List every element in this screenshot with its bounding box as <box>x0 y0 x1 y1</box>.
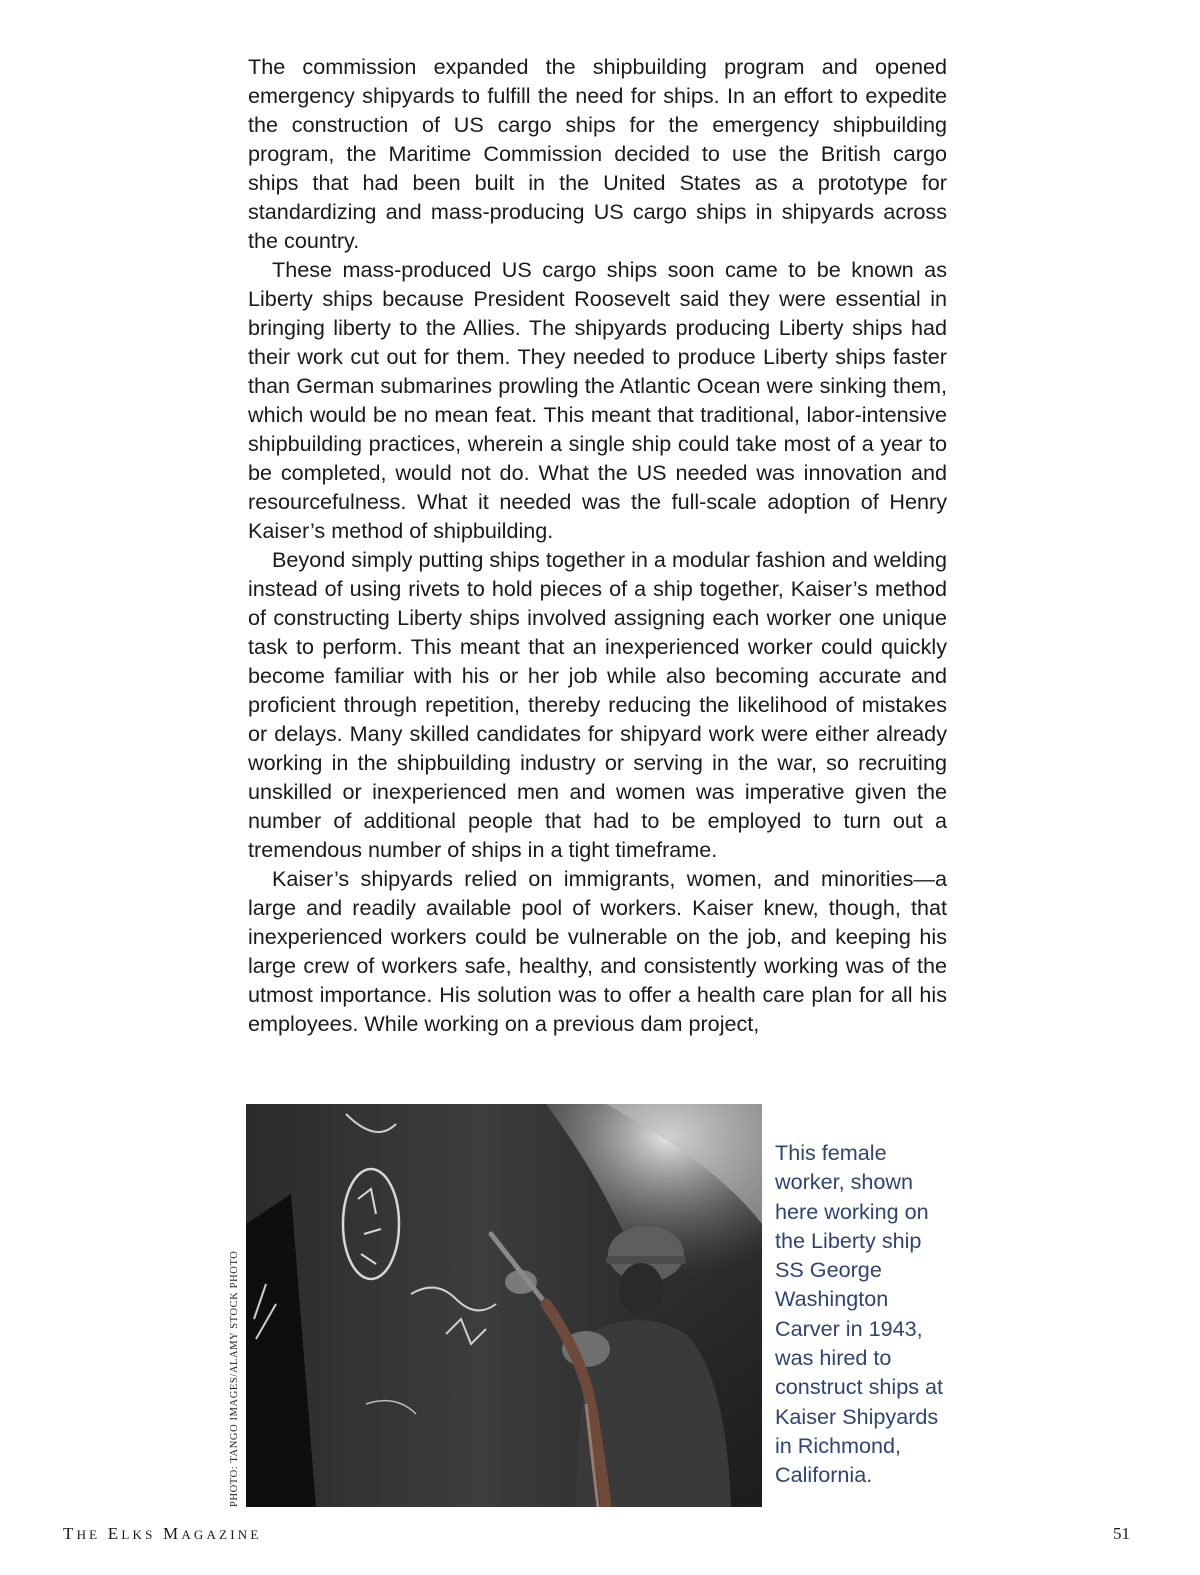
article-paragraph-3: Beyond simply putting ships together in a modular fashion and welding instead of using rivets to hold pieces of a ship together, Kaiser’s method of constructing Liberty ships involved assigning each worker one unique task to perform. This meant that an inexperienced worker could quickly become familiar with his or her job while also becoming accurate and proficient through repetition, thereby reducing the likelihood of mistakes or delays. Many skilled candidates for shipyard work were either already working in the shipbuilding industry or serving in the war, so recruiting unskilled or inexperienced men and women was imperative given the number of additional people that had to be employed to turn out a tremendous number of ships in a tight timeframe. <box>248 547 947 862</box>
magazine-name-agazine: AGAZINE <box>181 1527 262 1542</box>
photo-credit: PHOTO: TANGO IMAGES/ALAMY STOCK PHOTO <box>229 1250 240 1507</box>
magazine-name-t: T <box>63 1524 77 1543</box>
article-body <box>248 52 947 1038</box>
magazine-name-lks: LKS <box>121 1527 156 1542</box>
magazine-name-he: HE <box>76 1527 101 1542</box>
magazine-name <box>63 1524 262 1544</box>
photo-illustration <box>246 1104 762 1507</box>
page-number: 51 <box>1113 1524 1130 1543</box>
article-paragraph-4: Kaiser’s shipyards relied on immigrants, women, and minorities—a large and readily available pool of workers. Kaiser knew, though, that inexperienced workers could be vulnerable on the job, and keeping his large crew of workers safe, healthy, and consistently working was of the utmost importance. His solution was to offer a health care plan for all his employees. While working on a previous dam project, <box>248 866 947 1036</box>
article-paragraph-2: These mass-produced US cargo ships soon came to be known as Liberty ships because President Roosevelt said they were essential in bringing liberty to the Allies. The shipyards producing Liberty ships had their work cut out for them. They needed to produce Liberty ships faster than German submarines prowling the Atlantic Ocean were sinking them, which would be no mean feat. This meant that traditional, labor-intensive shipbuilding practices, wherein a single ship could take most of a year to be completed, would not do. What the US needed was innovation and resourcefulness. What it needed was the full-scale adoption of Henry Kaiser’s method of shipbuilding. <box>248 257 947 543</box>
photo-caption: This female worker, shown here working on the Liberty ship SS George Washington Carver in 1943, was hired to construct ships at Kaiser Shipyards in Richmond, California. <box>775 1140 944 1488</box>
article-paragraph-1: The commission expanded the shipbuilding program and opened emergency shipyards to fulfill the need for ships. In an effort to expedite the construction of US cargo ships for the emergency shipbuilding program, the Maritime Commission decided to use the British cargo ships that had been built in the United States as a prototype for standardizing and mass-producing US cargo ships in shipyards across the country. <box>248 54 947 253</box>
article-photo <box>246 1104 762 1507</box>
magazine-name-m: M <box>163 1524 182 1543</box>
magazine-name-e: E <box>107 1524 122 1543</box>
